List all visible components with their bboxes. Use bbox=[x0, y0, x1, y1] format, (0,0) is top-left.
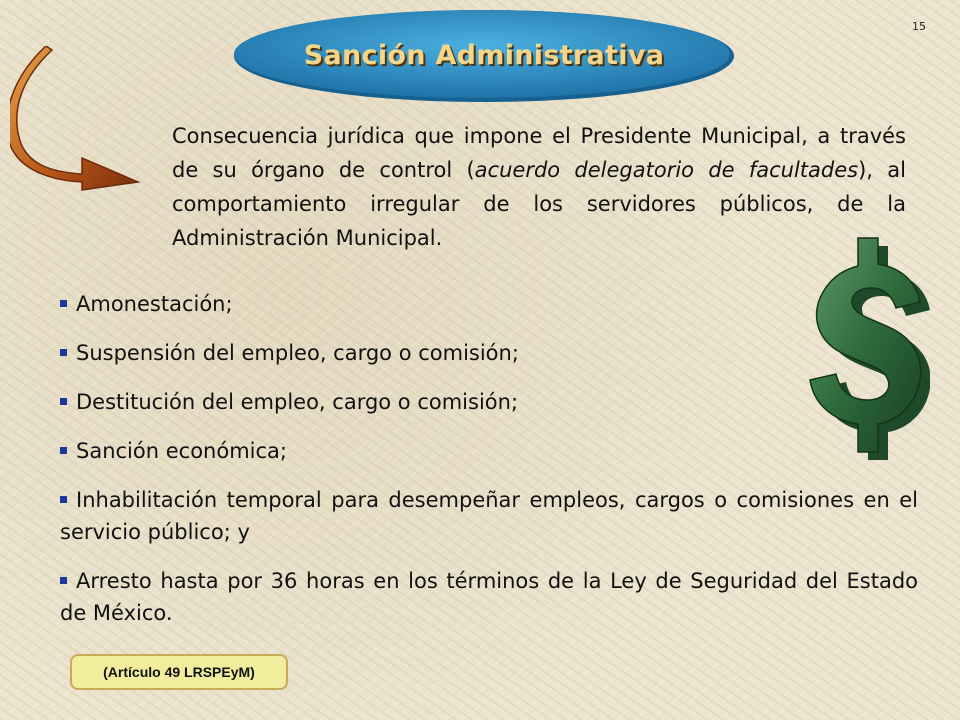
intro-text-start: Consecuencia jurídica que impone el Presidente Municipal, a través de su órgano de control ( bbox=[172, 124, 906, 182]
slide-number: 15 bbox=[912, 20, 926, 33]
list-item: Destitución del empleo, cargo o comisión; bbox=[60, 386, 918, 418]
page-title: Sanción Administrativa bbox=[303, 40, 665, 71]
bullet-square-icon bbox=[60, 300, 67, 307]
citation-box: (Artículo 49 LRSPEyM) bbox=[70, 654, 288, 690]
bullet-square-icon bbox=[60, 398, 67, 405]
bullet-square-icon bbox=[60, 349, 67, 356]
list-item: Inhabilitación temporal para desempeñar empleos, cargos o comisiones en el servicio público; y bbox=[60, 488, 918, 544]
bullet-square-icon bbox=[60, 496, 67, 503]
sanctions-list bbox=[60, 288, 918, 646]
bullet-square-icon bbox=[60, 447, 67, 454]
list-item: Arresto hasta por 36 horas en los términos de la Ley de Seguridad del Estado de México. bbox=[60, 569, 918, 625]
intro-text-end: ), al comportamiento irregular de los servidores públicos, de la Administración Municipal. bbox=[172, 158, 906, 250]
list-item: Suspensión del empleo, cargo o comisión; bbox=[60, 337, 918, 369]
curved-arrow-icon bbox=[10, 46, 150, 200]
list-item: Sanción económica; bbox=[60, 435, 918, 467]
intro-italic: acuerdo delegatorio de facultades bbox=[474, 158, 859, 182]
title-banner bbox=[232, 8, 736, 104]
bullet-square-icon bbox=[60, 577, 67, 584]
list-item: Amonestación; bbox=[60, 288, 918, 320]
